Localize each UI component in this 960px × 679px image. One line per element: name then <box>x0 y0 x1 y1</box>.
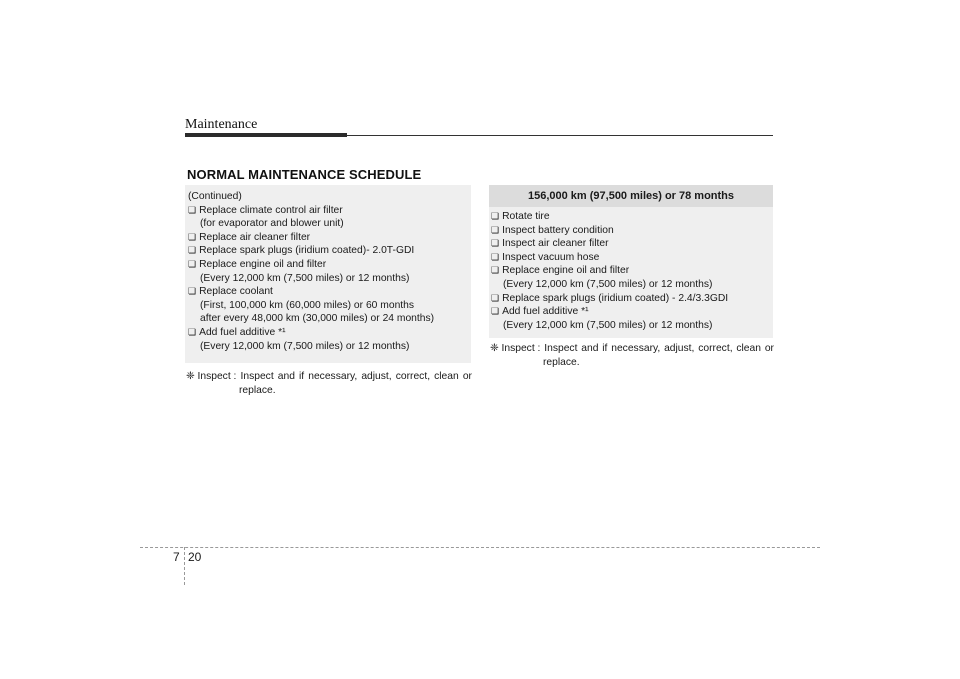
page-number: 20 <box>188 550 202 564</box>
inspect-note-line <box>186 370 472 384</box>
checklist-item: ❏ Replace engine oil and filter <box>188 258 434 272</box>
checklist-item: ❏ Inspect battery condition <box>491 224 728 238</box>
list-item-text: after every 48,000 km (30,000 miles) or 24 months) <box>200 313 435 325</box>
inspect-note-word: Inspect <box>544 343 578 354</box>
inspect-note-left <box>186 370 472 397</box>
inspect-note-word: ❈ Inspect : <box>186 371 237 382</box>
header-rule-accent <box>185 133 347 137</box>
inspect-note-word: necessary, <box>611 343 661 354</box>
inspect-note-word: or <box>462 371 472 382</box>
inspect-note-continuation: replace. <box>543 356 580 368</box>
inspect-note-word: ❈ Inspect : <box>490 343 541 354</box>
inspect-note-word: or <box>764 343 774 354</box>
inspect-note-word: and <box>277 371 295 382</box>
checklist-item: ❏ Add fuel additive *¹ <box>491 305 728 319</box>
inspect-note-word: correct, <box>395 371 431 382</box>
chapter-number: 7 <box>173 550 180 564</box>
inspect-note-word: correct, <box>698 343 733 354</box>
list-item-text: (for evaporator and blower unit) <box>200 218 344 230</box>
list-item-text: (First, 100,000 km (60,000 miles) or 60 months <box>200 299 415 311</box>
inspect-note-continuation: replace. <box>239 384 276 396</box>
checklist-item: ❏ Replace air cleaner filter <box>188 231 434 245</box>
checklist-item: ❏ Inspect air cleaner filter <box>491 237 728 251</box>
checklist-item: ❏ Replace climate control air filter <box>188 204 434 218</box>
footer-rule <box>140 547 820 548</box>
inspect-note-word: and <box>581 343 599 354</box>
inspect-note-line <box>490 342 774 356</box>
checklist-item: ❏ Replace coolant <box>188 285 434 299</box>
inspect-note-word: if <box>299 371 305 382</box>
inspect-note-word: adjust, <box>664 343 695 354</box>
checklist-item: ❏ Replace spark plugs (iridium coated) - 2.4/3.3GDI <box>491 292 728 306</box>
right-schedule-list <box>491 210 728 332</box>
footer-divider <box>184 547 185 585</box>
inspect-note-word: clean <box>434 371 459 382</box>
checklist-item: ❏ Replace spark plugs (iridium coated)- 2.0T-GDI <box>188 244 434 258</box>
list-item-text: (Every 12,000 km (7,500 miles) or 12 months) <box>200 272 410 284</box>
inspect-note-word: Inspect <box>240 371 274 382</box>
list-item-text: (Every 12,000 km (7,500 miles) or 12 months) <box>503 278 713 290</box>
list-item-text: (Continued) <box>188 191 242 202</box>
inspect-note-word: if <box>602 343 608 354</box>
list-item-text: (Every 12,000 km (7,500 miles) or 12 months) <box>503 319 713 331</box>
section-title: NORMAL MAINTENANCE SCHEDULE <box>187 167 422 182</box>
right-schedule-heading: 156,000 km (97,500 miles) or 78 months <box>489 185 773 207</box>
inspect-note-word: clean <box>736 343 761 354</box>
left-schedule-list <box>188 190 434 353</box>
list-item-text: (Every 12,000 km (7,500 miles) or 12 months) <box>200 340 410 352</box>
page-header-title: Maintenance <box>185 117 258 132</box>
checklist-item: ❏ Inspect vacuum hose <box>491 251 728 265</box>
checklist-item: ❏ Rotate tire <box>491 210 728 224</box>
checklist-item: ❏ Add fuel additive *¹ <box>188 326 434 340</box>
inspect-note-word: necessary, <box>308 371 358 382</box>
checklist-item: ❏ Replace engine oil and filter <box>491 264 728 278</box>
inspect-note-word: adjust, <box>361 371 392 382</box>
inspect-note-right <box>490 342 774 369</box>
